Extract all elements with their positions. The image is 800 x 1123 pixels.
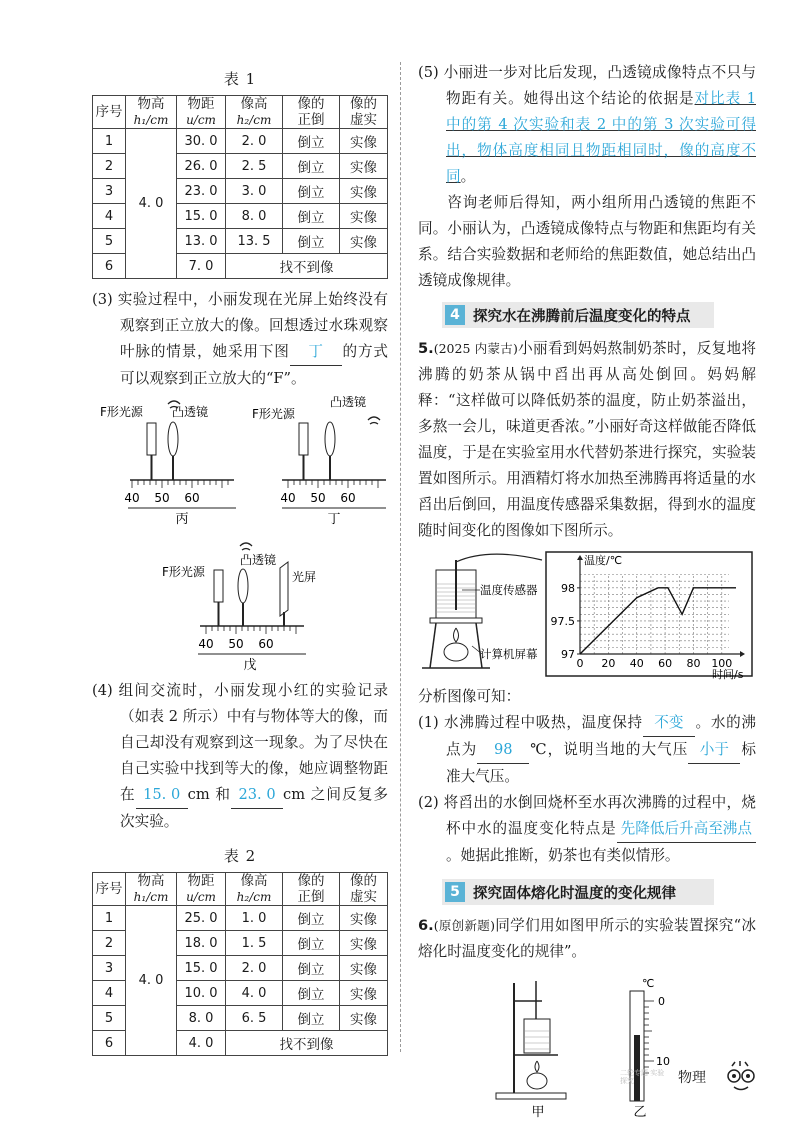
table-row: 1 4. 0 30. 0 2. 0 倒立 实像 (93, 129, 388, 154)
figure-label: 甲 (531, 1105, 545, 1120)
question-4: (4) 组间交流时，小丽发现小红的实验记录（如表 2 所示）中有与物体等大的像，而自己却没有观察到这一现象。为了尽快在自己实验中找到等大的像，她应调整物距在 15. 0 cm 和 23. 0 cm 之间反复多次实验。 (92, 682, 388, 830)
x-tick-label: 60 (658, 657, 673, 670)
test-tube-beaker (524, 1019, 550, 1053)
section-title: 探究水在沸腾前后温度变化的特点 (473, 308, 691, 325)
figure-label: 丁 (327, 512, 341, 527)
figure-label: 乙 (633, 1105, 647, 1120)
table-row: 1 4. 0 25. 0 1. 0 倒立 实像 (93, 906, 388, 931)
y-tick-label: 97 (561, 648, 575, 661)
footer (620, 1060, 760, 1094)
figure-label: 戊 (243, 658, 257, 673)
tick-label: 60 (184, 491, 200, 505)
column-divider (400, 62, 401, 1052)
figure-bing (100, 401, 236, 527)
sensor-cable (456, 554, 542, 562)
table-row: 5 13. 0 13. 5 倒立 实像 (93, 229, 388, 254)
tick-label: 50 (154, 491, 170, 505)
alcohol-lamp (444, 643, 468, 661)
eye-icon (368, 417, 380, 424)
footer-subject: 物理 (678, 1070, 706, 1086)
figure-wu (162, 543, 316, 673)
question-5-sub2: (2) 将舀出的水倒回烧杯至水再次沸腾的过程中，烧杯中水的温度变化特点是 先降低后升高至沸点。她据此推断，奶茶也有类似情形。 (418, 794, 756, 864)
table2-header-h1: 物高 h₁/cm (126, 873, 177, 906)
answer-blank: 23. 0 (231, 782, 283, 809)
section-title: 探究固体熔化时温度的变化规律 (473, 885, 676, 902)
mascot-icon (720, 1060, 760, 1094)
lens (168, 422, 178, 456)
x-tick-label: 80 (686, 657, 701, 670)
tick-label: 50 (228, 637, 244, 651)
lens-label: 凸透镜 (240, 553, 277, 567)
tick-label: 40 (280, 491, 296, 505)
flame (535, 1061, 539, 1072)
x-tick-label: 0 (576, 657, 584, 670)
therm-unit: ℃ (642, 977, 655, 990)
y-tick-label: 98 (561, 581, 575, 595)
section-header-5 (442, 879, 714, 905)
table-row: 2 26. 0 2. 5 倒立 实像 (93, 154, 388, 179)
left-column (92, 60, 388, 1056)
x-tick-label: 40 (629, 657, 644, 670)
answer-blank: 对比表 1 中的第 4 次实验和表 2 中的第 3 次实验可得出，物体高度相同且物距相同时，像的高度不同 (446, 90, 756, 185)
figure-yi (630, 977, 670, 1120)
lens (325, 422, 335, 456)
table1-header-nature: 像的 虚实 (340, 96, 388, 129)
source-label: F形光源 (162, 565, 205, 579)
table-row: 3 15. 0 2. 0 倒立 实像 (93, 956, 388, 981)
answer-blank: 98 (477, 737, 529, 764)
table2-header-orient: 像的 正倒 (283, 873, 340, 906)
table1-header-u: 物距 u/cm (177, 96, 226, 129)
tick-label: 40 (198, 637, 214, 651)
f-source (214, 570, 223, 602)
table-row: 3 23. 0 3. 0 倒立 实像 (93, 179, 388, 204)
answer-blank: 不变 (643, 710, 695, 737)
answer-blank: 小于 (688, 737, 740, 764)
lens-label: 凸透镜 (330, 396, 367, 409)
tick-label: 50 (310, 491, 326, 505)
y-tick-label: 97.5 (550, 614, 575, 628)
section-number: 4 (445, 305, 465, 325)
screen-label: 光屏 (292, 570, 317, 584)
source-label: F形光源 (100, 405, 143, 419)
screen (280, 562, 288, 616)
paragraph: 咨询老师后得知，两小组所用凸透镜的焦距不同。小丽认为，凸透镜成像特点与物距和焦距均有关系。结合实验数据和老师给的焦距数值，她总结出凸透镜成像规律。 (418, 194, 756, 289)
table2-header-u: 物距 u/cm (177, 873, 226, 906)
analysis-intro: 分析图像可知： (418, 688, 521, 705)
screen-label: 计算机屏幕 (480, 647, 538, 661)
object-height-cell: 4. 0 (126, 906, 177, 1056)
table-row: 6 4. 0 找不到像 (93, 1031, 388, 1056)
tick-label: 60 (258, 637, 274, 651)
flame (454, 628, 459, 642)
object-height-cell: 4. 0 (126, 129, 177, 279)
melting-figure (418, 973, 756, 1123)
y-axis-label: 温度/℃ (584, 554, 623, 567)
figure-label: 丙 (175, 512, 189, 527)
figure-jia (496, 981, 566, 1120)
table2-header-nature: 像的 虚实 (340, 873, 388, 906)
lens-label: 凸透镜 (172, 405, 209, 419)
temperature-chart (546, 552, 752, 680)
table2-header-h2: 像高 h₂/cm (226, 873, 283, 906)
answer-blank: 丁 (290, 339, 342, 366)
x-axis-label: 时间/s (712, 668, 744, 680)
table2-header-no: 序号 (93, 873, 126, 906)
answer-blank: 15. 0 (136, 782, 188, 809)
table1 (92, 95, 388, 279)
answer-blank: 先降低后升高至沸点 (617, 816, 756, 843)
source-label: F形光源 (252, 407, 295, 421)
question-3: (3) 实验过程中，小丽发现在光屏上始终没有观察到正立放大的像。回想透过水珠观察叶脉的情景，她采用下图 丁 的方式可以观察到正立放大的“F”。 (92, 291, 388, 387)
therm-tick: 0 (658, 995, 665, 1008)
question-5: 5.(2025 内蒙古)小丽看到妈妈熬制奶茶时，反复地将沸腾的奶茶从锅中舀出再从高处倒回。妈妈解释：“这样做可以降低奶茶的温度，防止奶茶溢出，多熬一会儿，味道更香浓。”小丽好奇这样做能否降低温度，于是在实验室用水代替奶茶进行探究，实验装置如图所示。用酒精灯将水加热至沸腾再将适量的水舀出后倒回，用温度传感器采集数据，得到水的温度随时间变化的图像如下图所示。 (418, 340, 756, 539)
section-header-4 (442, 302, 714, 328)
table1-header-h2: 像高 h₂/cm (226, 96, 283, 129)
table-row: 6 7. 0 找不到像 (93, 254, 388, 279)
table1-header-orient: 像的 正倒 (283, 96, 340, 129)
table1-caption: 表 1 (223, 70, 257, 88)
ruler-ticks (132, 480, 228, 488)
tick-label: 40 (124, 491, 140, 505)
section-number: 5 (445, 882, 465, 902)
apparatus (422, 554, 542, 668)
f-source (147, 423, 156, 455)
tick-label: 60 (340, 491, 356, 505)
wire-gauze (430, 618, 482, 623)
therm-tick: 10 (656, 1055, 670, 1068)
table2-caption: 表 2 (223, 847, 257, 865)
table-row: 4 15. 0 8. 0 倒立 实像 (93, 204, 388, 229)
question-6: 6.(原创新题)同学们用如图甲所示的实验装置探究“冰熔化时温度变化的规律”。 (418, 917, 756, 960)
boiling-figure (418, 550, 756, 680)
question-5-part5: (5) 小丽进一步对比后发现，凸透镜成像特点不只与物距有关。她得出这个结论的依据是对比表 1 中的第 4 次实验和表 2 中的第 3 次实验可得出，物体高度相同且物距相同时，像的高度不同。 (418, 64, 756, 185)
alcohol-lamp (527, 1073, 547, 1089)
x-tick-label: 100 (711, 657, 733, 670)
figure-ding (252, 396, 386, 527)
table2 (92, 872, 388, 1056)
eye-icon (240, 543, 252, 550)
footer-small-text: 二轮专题 实验探究 (620, 1069, 665, 1085)
sensor-label: 温度传感器 (480, 583, 538, 597)
ruler-ticks (288, 480, 378, 488)
table-row: 2 18. 0 1. 5 倒立 实像 (93, 931, 388, 956)
x-tick-label: 20 (601, 657, 616, 670)
table1-header-no: 序号 (93, 96, 126, 129)
ruler-ticks (206, 626, 296, 634)
f-source (299, 423, 308, 455)
table-row: 4 10. 0 4. 0 倒立 实像 (93, 981, 388, 1006)
right-column (418, 60, 756, 1123)
question-5-sub1: (1) 水沸腾过程中吸热，温度保持 不变 。水的沸点为 98 ℃，说明当地的大气压 小于 标准大气压。 (418, 710, 756, 790)
lens (238, 569, 248, 603)
table-row: 5 8. 0 6. 5 倒立 实像 (93, 1006, 388, 1031)
table1-header-h1: 物高 h₁/cm (126, 96, 177, 129)
lens-figures (92, 396, 388, 676)
